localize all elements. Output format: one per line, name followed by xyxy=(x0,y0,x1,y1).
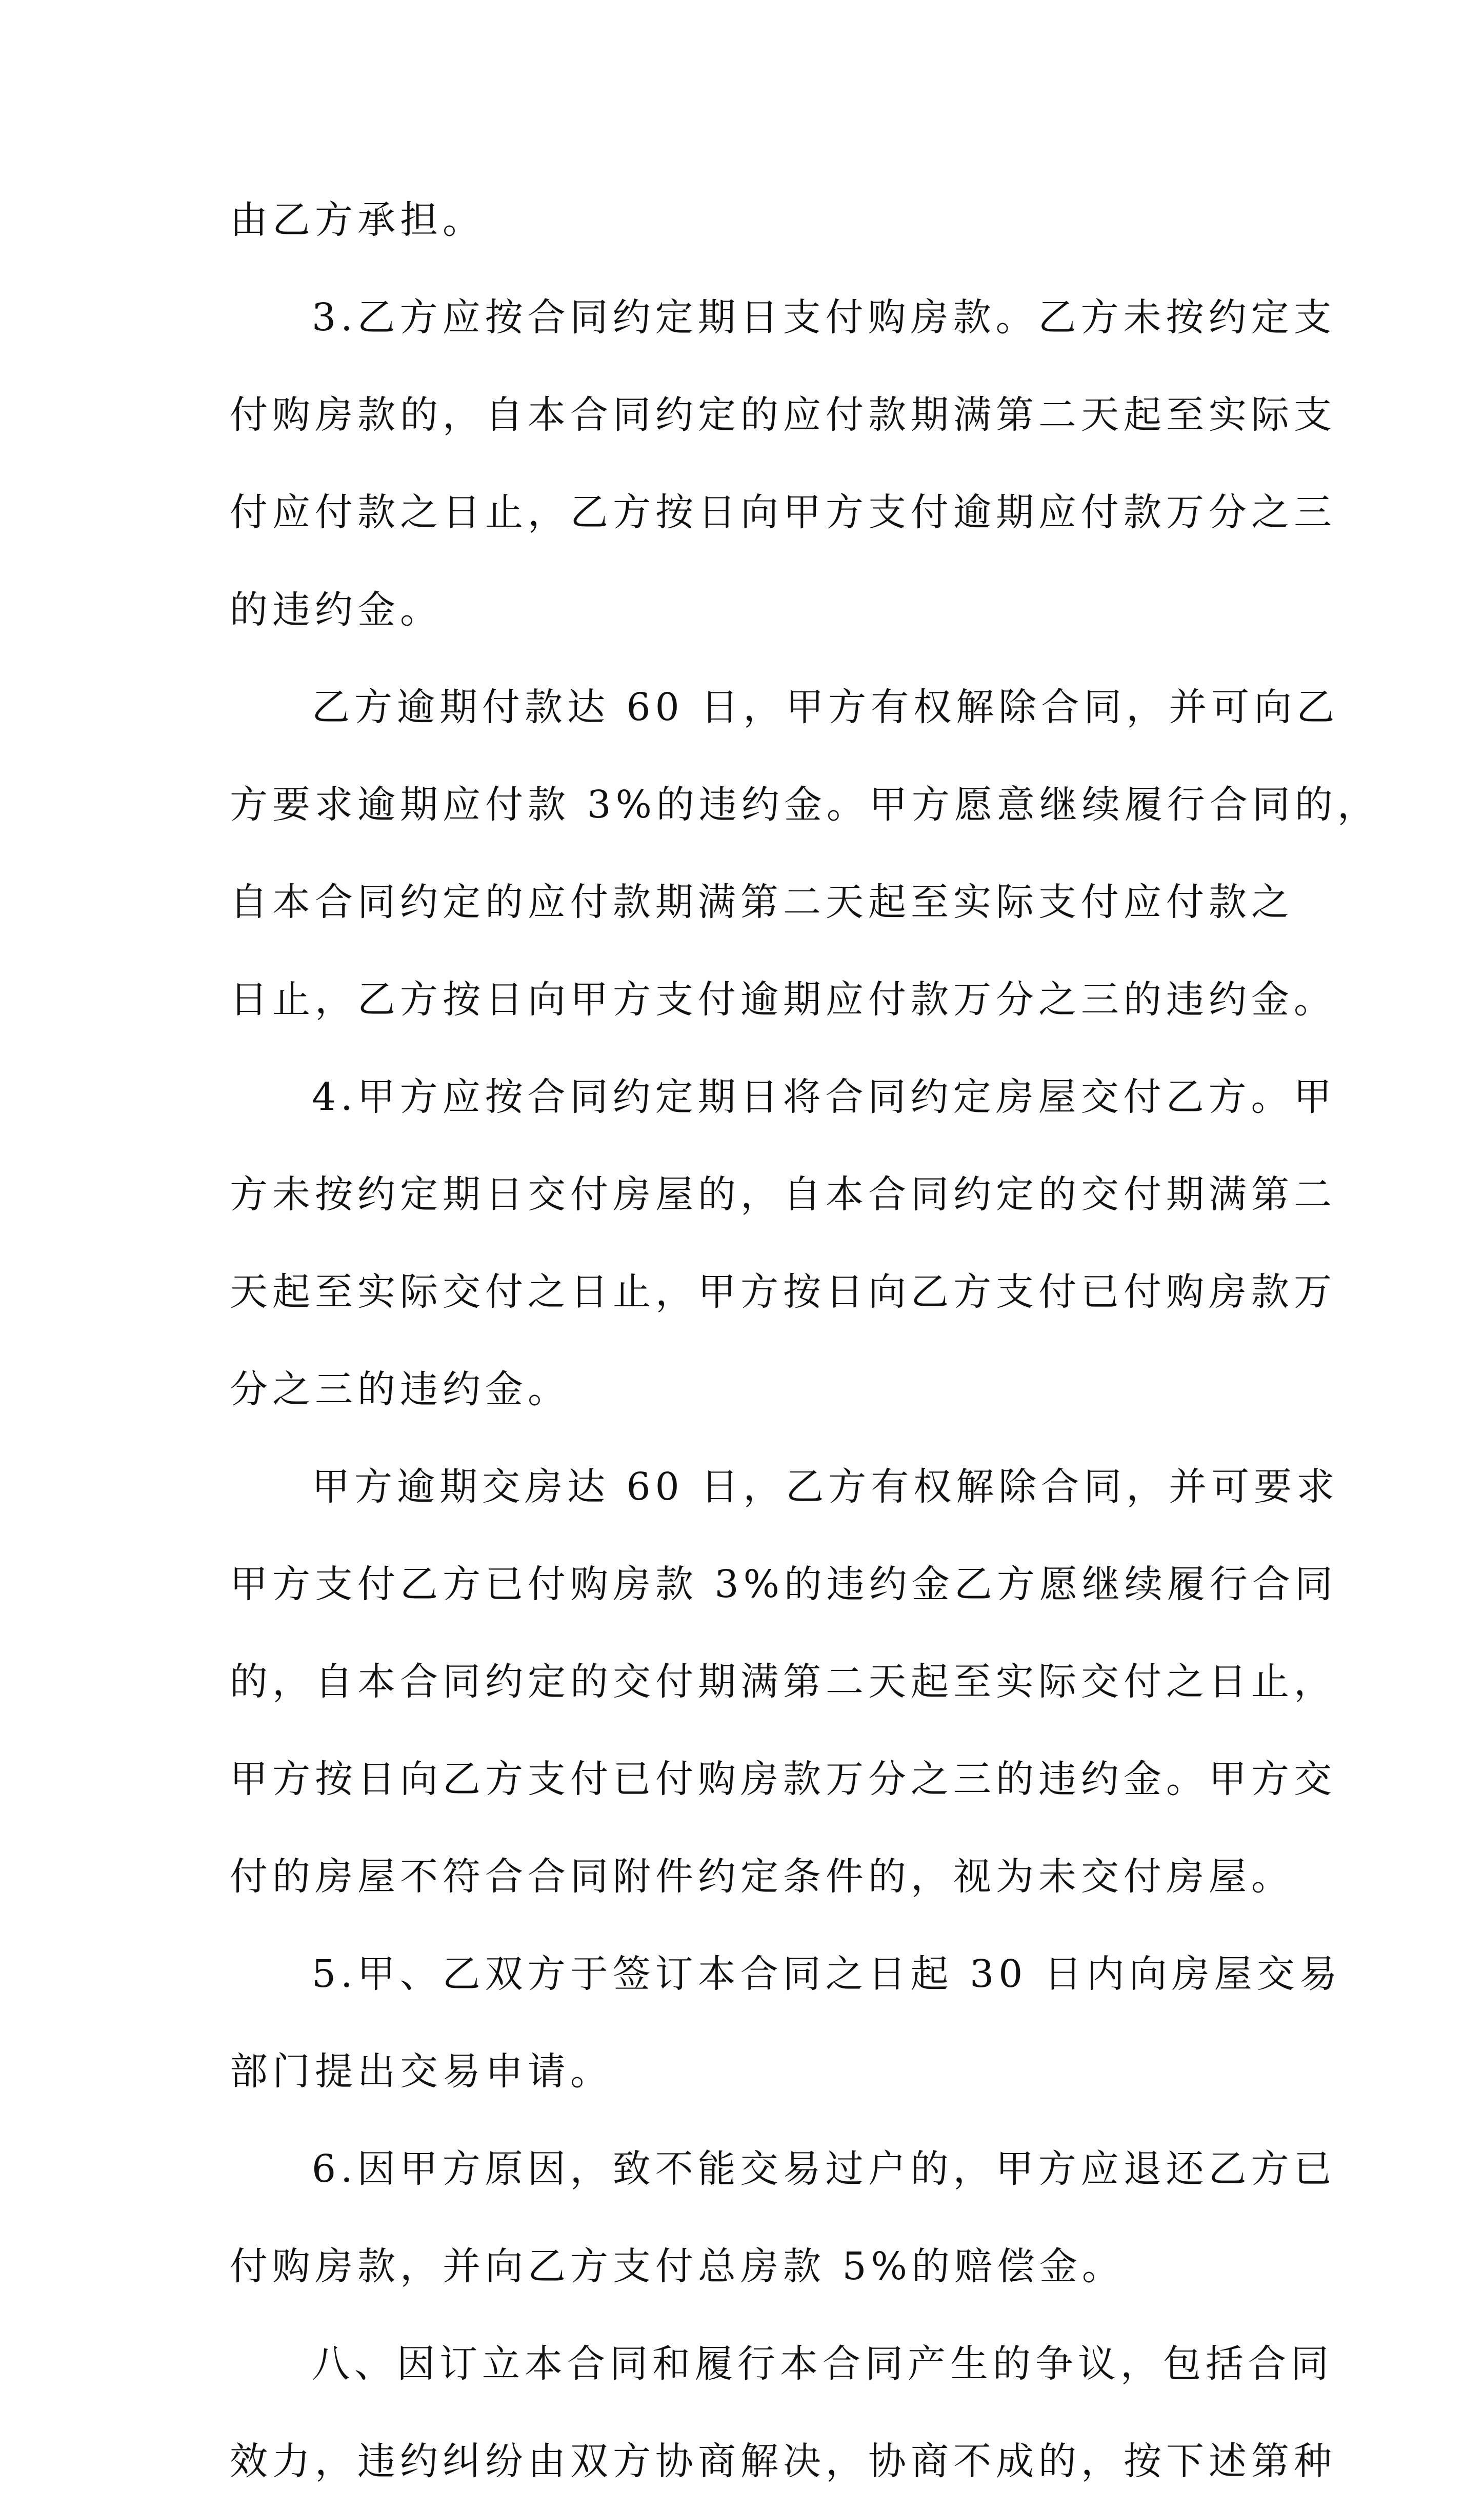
clause-4-line: 4.甲方应按合同约定期日将合同约定房屋交付乙方。甲 xyxy=(312,1075,1336,1119)
clause-5-line: 5.甲、乙双方于签订本合同之日起 30 日内向房屋交易 xyxy=(312,1952,1342,1996)
text-line: 自本合同约定的应付款期满第二天起至实际支付应付款之 xyxy=(230,880,1294,924)
text-line: 由乙方承担。 xyxy=(230,198,485,242)
text-line: 方要求逾期应付款 3%的违约金。甲方愿意继续履行合同的， xyxy=(230,783,1380,827)
text-line: 方未按约定期日交付房屋的，自本合同约定的交付期满第二 xyxy=(230,1172,1336,1217)
text-line: 的违约金。 xyxy=(230,588,443,632)
paragraph-line: 乙方逾期付款达 60 日，甲方有权解除合同，并可向乙 xyxy=(312,685,1339,729)
paragraph-line: 甲方逾期交房达 60 日，乙方有权解除合同，并可要求 xyxy=(312,1465,1339,1509)
text-line: 付购房款，并向乙方支付总房款 5%的赔偿金。 xyxy=(230,2244,1125,2288)
text-line: 的，自本合同约定的交付期满第二天起至实际交付之日止， xyxy=(230,1660,1336,1704)
text-line: 部门提出交易申请。 xyxy=(230,2049,613,2094)
clause-6-line: 6.因甲方原因，致不能交易过户的，甲方应退还乙方已 xyxy=(312,2147,1336,2191)
text-line: 日止，乙方按日向甲方支付逾期应付款万分之三的违约金。 xyxy=(230,978,1336,1022)
text-line: 天起至实际交付之日止，甲方按日向乙方支付已付购房款万 xyxy=(230,1270,1336,1314)
section-8-line: 八、因订立本合同和履行本合同产生的争议，包括合同 xyxy=(312,2342,1333,2386)
contract-text xyxy=(230,171,1380,2510)
text-line: 效力，违约纠纷由双方协商解决，协商不成的，按下述第种 xyxy=(230,2439,1336,2483)
text-line: 甲方按日向乙方支付已付购房款万分之三的违约金。甲方交 xyxy=(230,1757,1336,1801)
text-line: 付购房款的，自本合同约定的应付款期满第二天起至实际支 xyxy=(230,393,1336,437)
text-line: 分之三的违约金。 xyxy=(230,1367,570,1411)
text-line: 付应付款之日止，乙方按日向甲方支付逾期应付款万分之三 xyxy=(230,490,1336,534)
clause-3-line: 3.乙方应按合同约定期日支付购房款。乙方未按约定支 xyxy=(312,295,1336,340)
text-line: 付的房屋不符合合同附件约定条件的，视为未交付房屋。 xyxy=(230,1855,1294,1899)
text-line: 甲方支付乙方已付购房款 3%的违约金乙方愿继续履行合同 xyxy=(230,1562,1337,1606)
